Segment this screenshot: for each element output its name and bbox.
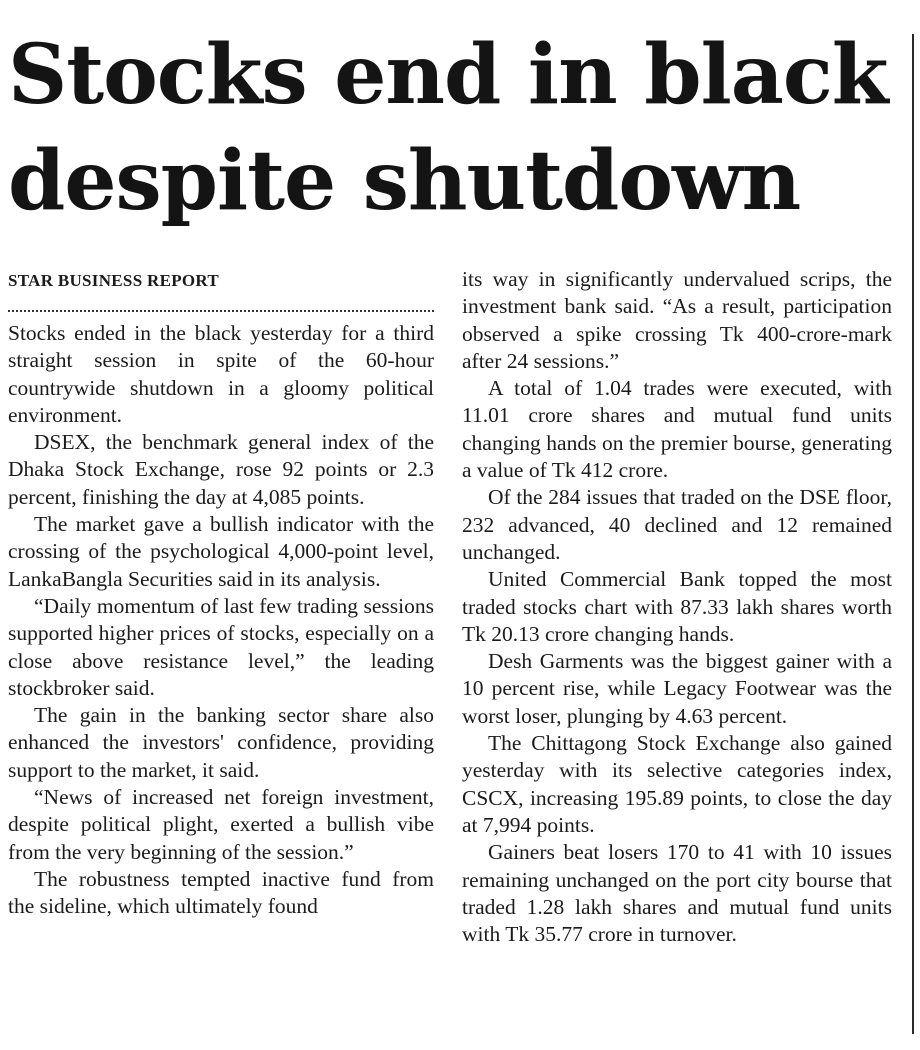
article-paragraph: its way in significantly undervalued scrips, the investment bank said. “As a result, participation observed a spike crossing Tk 400-crore-mark after 24 sessions.” — [462, 267, 892, 373]
column-divider-rule — [912, 34, 914, 1034]
headline-line-1: Stocks end in black — [8, 27, 888, 123]
article-paragraph: DSEX, the benchmark general index of the Dhaka Stock Exchange, rose 92 points or 2.3 percent, finishing the day at 4,085 points. — [8, 430, 434, 509]
article-paragraph: The market gave a bullish indicator with the crossing of the psychological 4,000-point level, LankaBangla Securities said in its analysis. — [8, 512, 434, 591]
article-paragraph: United Commercial Bank topped the most traded stocks chart with 87.33 lakh shares worth Tk 20.13 crore changing hands. — [462, 567, 892, 646]
article-column-right — [462, 266, 892, 948]
article-paragraph: The gain in the banking sector share also enhanced the investors' confidence, providing support to the market, it said. — [8, 703, 434, 782]
headline-line-2: despite shutdown — [8, 133, 801, 229]
article-paragraph: “Daily momentum of last few trading sessions supported higher prices of stocks, especially on a close above resistance level,” the leading stockbroker said. — [8, 593, 434, 700]
article-paragraph: Gainers beat losers 170 to 41 with 10 issues remaining unchanged on the port city bourse that traded 1.28 lakh shares and mutual fund units with Tk 35.77 crore in turnover. — [462, 840, 892, 947]
article-paragraph: Of the 284 issues that traded on the DSE floor, 232 advanced, 40 declined and 12 remained unchanged. — [462, 485, 892, 564]
article-paragraph: Stocks ended in the black yesterday for a third straight session in spite of the 60-hour countrywide shutdown in a gloomy political environment. — [8, 321, 434, 427]
article-paragraph: The Chittagong Stock Exchange also gained yesterday with its selective categories index, CSCX, increasing 195.89 points, to close the day at 7,994 points. — [462, 731, 892, 837]
byline: STAR BUSINESS REPORT — [8, 271, 220, 290]
headline — [8, 22, 898, 234]
article-paragraph: “News of increased net foreign investment, despite political plight, exerted a bullish vibe from the very beginning of the session.” — [8, 785, 434, 864]
article-paragraph: The robustness tempted inactive fund from the sideline, which ultimately found — [8, 866, 434, 919]
byline-dotted-rule — [8, 310, 434, 312]
article-paragraph: A total of 1.04 trades were executed, with 11.01 crore shares and mutual fund units changing hands on the premier bourse, generating a value of Tk 412 crore. — [462, 376, 892, 483]
article-paragraph: Desh Garments was the biggest gainer with a 10 percent rise, while Legacy Footwear was the worst loser, plunging by 4.63 percent. — [462, 649, 892, 728]
article-column-left — [8, 266, 434, 921]
